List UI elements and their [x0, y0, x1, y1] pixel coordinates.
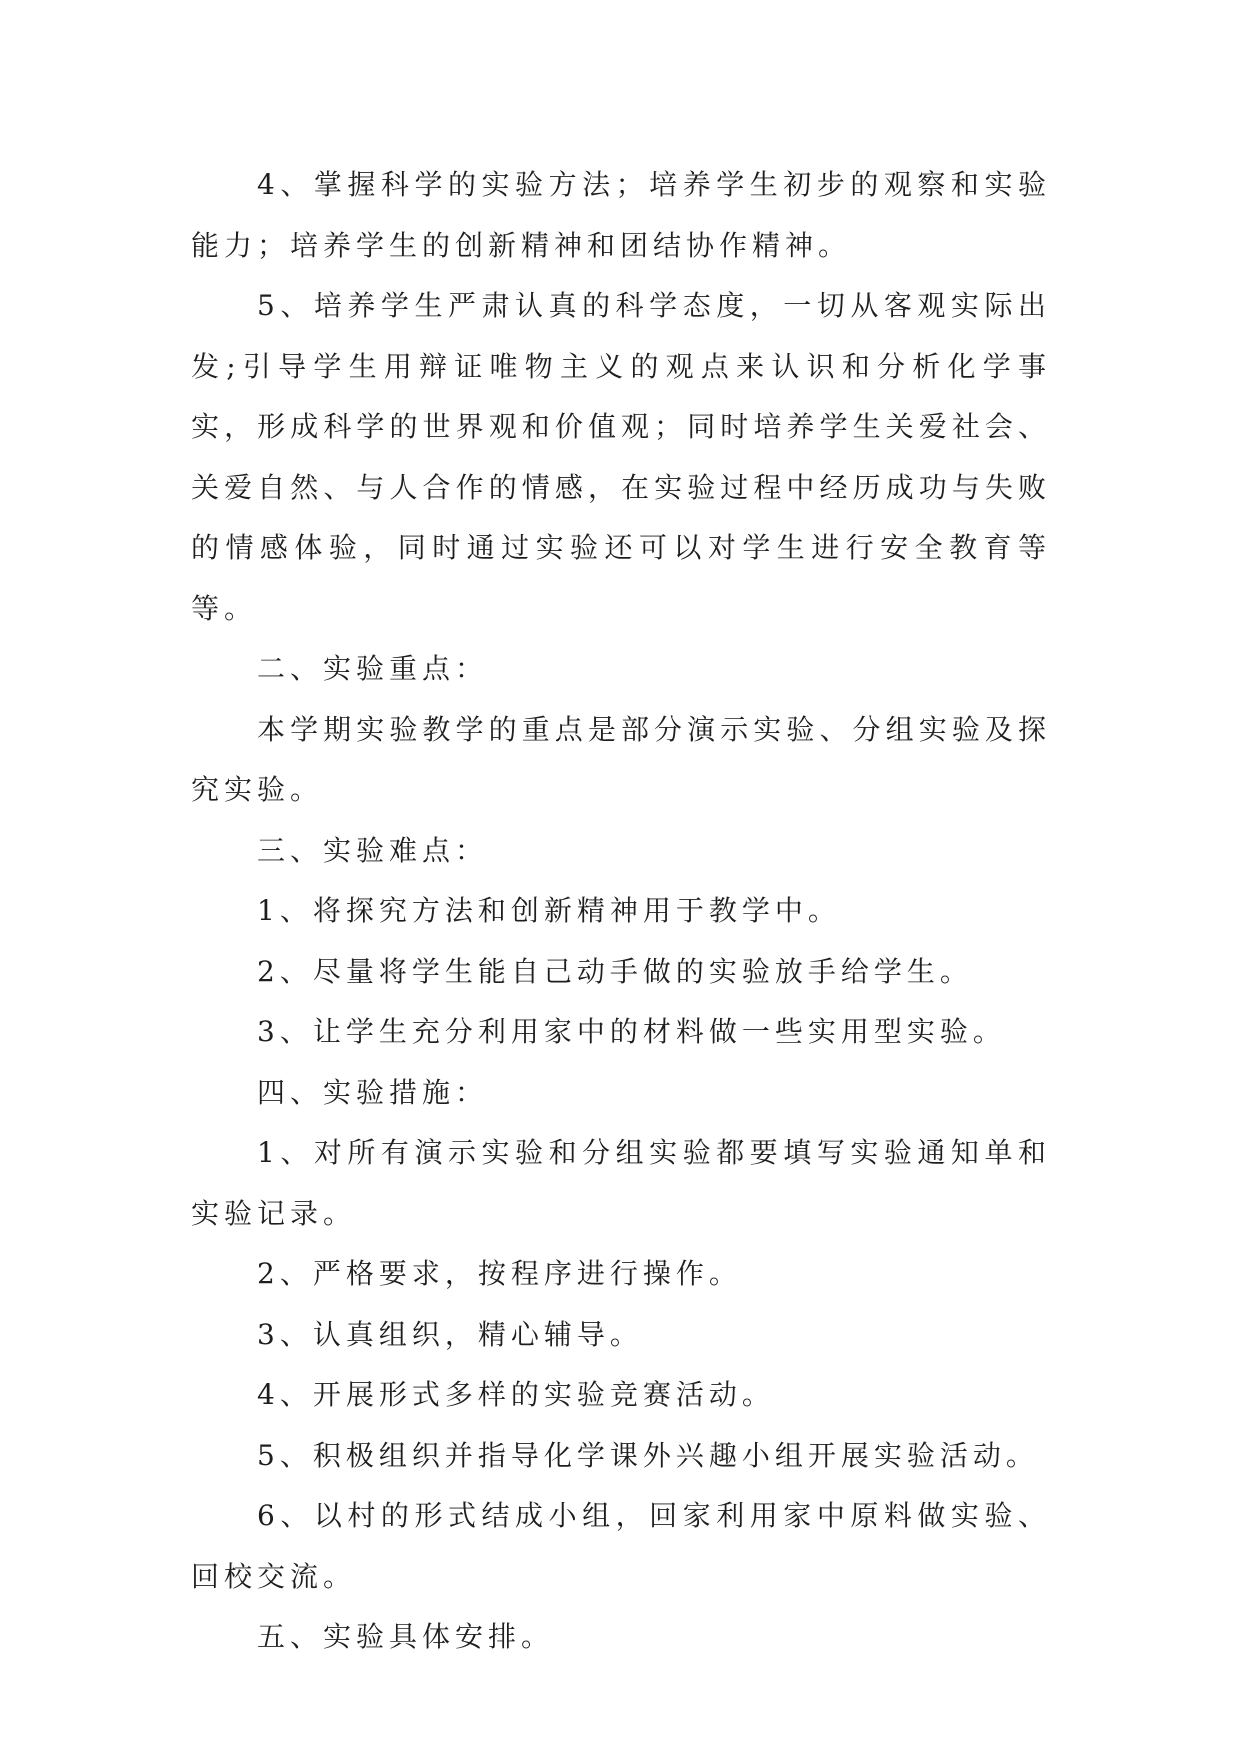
paragraph-difficulty-3: 3、让学生充分利用家中的材料做一些实用型实验。 [257, 1015, 1006, 1048]
paragraph-goal-5: 5、培养学生严肃认真的科学态度，一切从客观实际出发;引导学生用辩证唯物主义的观点来认识和分析化学事实，形成科学的世界观和价值观；同时培养学生关爱社会、关爱自然、与人合作的情感，在实验过程中经历成功与失败的情感体验，同时通过实验还可以对学生进行安全教育等等。 [191, 289, 1051, 625]
paragraph-measure-1: 1、对所有演示实验和分组实验都要填写实验通知单和实验记录。 [191, 1136, 1051, 1230]
paragraph-difficulty-2: 2、尽量将学生能自己动手做的实验放手给学生。 [257, 954, 973, 988]
paragraph-measure-6: 6、以村的形式结成小组，回家利用家中原料做实验、回校交流。 [191, 1499, 1051, 1593]
paragraph-difficulty-1: 1、将探究方法和创新精神用于教学中。 [257, 894, 841, 927]
paragraph-measure-3: 3、认真组织，精心辅导。 [257, 1317, 643, 1351]
paragraph-measure-4: 4、开展形式多样的实验竞赛活动。 [257, 1378, 775, 1411]
heading-schedule: 五、实验具体安排。 [257, 1620, 555, 1653]
document-body [191, 155, 1051, 1668]
heading-difficulties: 三、实验难点： [257, 833, 489, 867]
paragraph-measure-5: 5、积极组织并指导化学课外兴趣小组开展实验活动。 [257, 1438, 1039, 1472]
paragraph-measure-2: 2、严格要求，按程序进行操作。 [257, 1257, 742, 1290]
paragraph-goal-4: 4、掌握科学的实验方法；培养学生初步的观察和实验能力；培养学生的创新精神和团结协作精神。 [191, 168, 1051, 262]
paragraph-key-points: 本学期实验教学的重点是部分演示实验、分组实验及探究实验。 [191, 712, 1051, 806]
heading-key-points: 二、实验重点： [257, 652, 489, 685]
heading-measures: 四、实验措施： [257, 1075, 489, 1109]
